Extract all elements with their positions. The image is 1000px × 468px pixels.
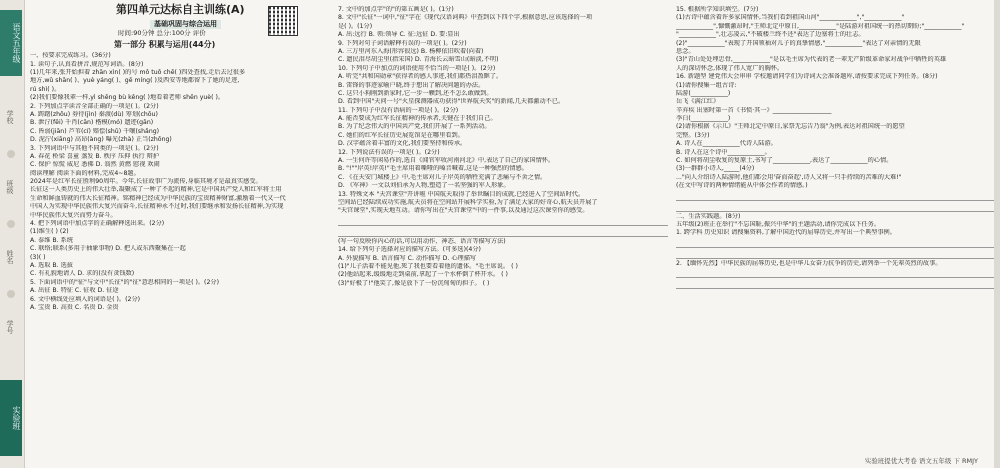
question-line: 人的深切怀念,体现了伟人宽广的胸怀。 — [676, 64, 784, 72]
question-line: 思念。 — [676, 47, 695, 55]
binding-top-tab: 语文五年级 — [0, 10, 22, 76]
question-line: A. 出征 B. 特征 C. 征收 D. 征途 — [30, 287, 119, 295]
question-line: C. 皆弱(jiān) 芦苇(cí) 赔偿(shǔ) 千嚷(shǎng) — [30, 127, 160, 135]
answer-line[interactable] — [676, 268, 994, 278]
question-line: 岳飞《满江红》 — [676, 98, 720, 106]
question-line: 生命和鲜血铸就的伟大长征精神。铭精神已经成为中华民族的宝贵精神财富,激励着一代又一代 — [30, 194, 286, 202]
question-line: (3)一群群小诗人,_____(4分) — [676, 165, 755, 173]
answer-line[interactable] — [676, 202, 994, 212]
question-line: (2)我们要像我辈一样,yì shēng bù kěng( )地看着老师 shēn yuè( )。 — [30, 94, 225, 102]
binding-hole — [7, 290, 15, 298]
question-line: A. 宝贵 B. 高贵 C. 名贵 D. 金贵 — [30, 303, 119, 311]
question-line: (2)"____________"表现了开国领袖对儿子的真挚情感,"____________"表达了对亲情的无限 — [676, 39, 921, 47]
question-line: 16. 新题型 建党伟大会串串 学校邀请同学们为诗词大会准备题库,请按要求完成下列任务。(8分) — [676, 73, 938, 81]
right-question-list — [676, 6, 994, 289]
left-question-list — [30, 52, 330, 312]
question-line: 2. 下列加点字读音全部正确的一项是( )。(2分) — [30, 102, 159, 110]
question-line: (2)他站起来,缓缓地走到桌前,拿起了一个水杯倒了杯开水。 ( ) — [338, 271, 508, 279]
question-line: 陆游(____________) — [676, 89, 731, 97]
question-line: (1)古诗中蕴含着许多家国情怀,当我们看到祖国山河"____________","____________" — [676, 14, 905, 22]
question-line: A. 选取 B. 选拔 — [30, 261, 73, 269]
question-line: A. 能否要成为红军长征精神的传承者,关键在于我们自己。 — [338, 115, 497, 123]
question-line: A. 外貌描写 B. 语言描写 C. 动作描写 D. 心理描写 — [338, 254, 477, 262]
class-label: 班级 — [6, 180, 14, 194]
page-footer: 实验班提优大考卷 语文五年级 下 RMJY — [864, 457, 978, 465]
question-line: B. 诗人在这个诗中____________。 — [676, 148, 771, 156]
question-line: 1. 读句子,认真看拼音,规范写词语。(8分) — [30, 60, 144, 68]
part-one-title: 第一部分 积累与运用(44分) — [114, 40, 216, 50]
question-line: 中国人为实现中华民族伟大复兴而奋斗,长征精神永不过时,我们要继承和发扬长征精神,为实现 — [30, 203, 284, 211]
question-line: C. 遗民泪尽胡尘里(指宋国) D. 青海长云暗雪山(暗淡,不明) — [338, 56, 499, 64]
student-id-label: 学号 — [6, 320, 14, 334]
column-left — [30, 3, 330, 312]
question-line: 12. 下列说法有误的一项是( )。(2分) — [338, 148, 440, 156]
question-line: 9. 下列对句子词语解释有误的一项是( )。(2分) — [338, 39, 467, 47]
question-line: 李白(____________) — [676, 115, 731, 123]
question-line: C. 有礼貌地请人 D. 求的(没有贪钱数) — [30, 270, 135, 278]
exam-subtitle: 基础巩固与综合运用 — [150, 20, 221, 29]
question-line: 是( )。(1分) — [338, 22, 373, 30]
question-line: D. 看到中国"天问一号"火星探测器成功获得"世界航天奖"的新闻,几天都激动不已。 — [338, 98, 565, 106]
question-line: A. 听完"共和国勋章"获得者的感人事迹,我们都热泪盈眶了。 — [338, 73, 503, 81]
question-line: B. "!""岸英!岸英!"毛主席用着嘶哑的嗓音喊着,这是一种强烈的情感。 — [338, 165, 528, 173]
question-line: 11. 下列句子中没有语病的一项是( )。(2分) — [338, 106, 459, 114]
question-line: C. 这只小狗刚到新家时,它一步一颗到,还不怎么敢做到。 — [338, 89, 493, 97]
exam-title: 第四单元达标自主训练(A) — [116, 3, 245, 16]
answer-line[interactable] — [338, 216, 668, 226]
question-line: 10. 下列句子中加点的词语使用不恰当的一项是( )。(2分) — [338, 64, 496, 72]
name-label: 姓名 — [6, 250, 14, 264]
question-line: 5. 下面词语中的"征"与文中"长征"的"征"意思相同的一项是( )。(2分) — [30, 278, 220, 286]
question-line: (1)请你搜集一组古诗: — [676, 81, 737, 89]
question-line: 15. 根据所学知识填空。(7分) — [676, 6, 759, 13]
question-line: 完整。(3分) — [676, 131, 710, 139]
binding-hole — [7, 220, 15, 228]
question-line: B. 为了纪念伟大的中国共产党,我们开展了一系列活动。 — [338, 123, 491, 131]
question-line: B. 雷锋的事迹家喻户晓,终于想出了解决问题的办法。 — [338, 81, 485, 89]
question-line: 14. 给下列句子选择对应的描写方法。(可多选)(4分) — [338, 246, 481, 254]
question-line: C. 保护 惊慌 威尼 悉佛 D. 翁然 黄燃 慰视 欢闹 — [30, 161, 160, 169]
question-line: (2)请你根据《示儿》"王师北定中原日,家祭无忘告乃翁"为例,表达对祖国统一的愿望 — [676, 123, 905, 131]
question-line: "天宫课堂",实现天地互动。请你写出在"天宫课堂"中的一件事,以及通过这次课堂你的感受。 — [338, 207, 589, 215]
question-line: 中华民族伟大复兴而努力奋斗。 — [30, 211, 117, 219]
question-line: ____________",慷慨激昂时,"王师北定中原日,____________"是陆游对祖国统一的热切期盼;"____________" — [676, 22, 965, 30]
question-line: D. 泥泞(xiāng) 高昂(àng) 曝光(zhà) 正当(zhōng) — [30, 136, 172, 144]
question-line: A. 一生何许等闲易作的,选自《闻官军收河南河北》中,表达了自己的家国情怀。 — [338, 157, 555, 165]
question-line: 2. 【缅怀先烈】中华民族的屈辱历史,也是中华儿女奋力抗争的历史,请列举一个先辈英烈的故事。 — [676, 259, 942, 267]
question-line: 8. 文中"长征"一词中,"征"字在《现代汉语词典》中查到以下四个字,根据意思,应该选择的一项 — [338, 14, 593, 22]
question-line: (3)"好极了!"他笑了,像是放下了一份沉甸甸的担子。 ( ) — [338, 279, 490, 287]
question-line: 阅读理解 阅读下面的材料,完成4~8题。 — [30, 169, 140, 177]
question-line: D. 《军神》一文以刘伯承为人物,塑造了一名坚强的军人形象。 — [338, 182, 510, 190]
middle-question-list — [338, 6, 668, 288]
question-line: ..."向人介绍诗人陆游时,他们都会用'奋而奋起',诗人又将一只手持续的苦难的大难!" — [676, 173, 902, 181]
question-line: C. 联络;联系(多用于抽象事物) D. 把人或东西聚集在一起 — [30, 245, 186, 253]
question-line: (1)"儿子活着不能见他,死了我也要看着他的遗体。"毛主席说。 ( ) — [338, 262, 518, 270]
page-edge — [994, 0, 1000, 468]
column-middle — [338, 6, 668, 288]
question-line: 13. 特殊文本 "天宫课堂"开讲啦 中国航天取得了举世瞩目的成就,已经进入了空间站时代。 — [338, 190, 585, 198]
question-line: A. 春花 桥梁 喜童 蒸发 B. 秩序 压抑 执行 辩护 — [30, 152, 160, 160]
question-line: C. 如何将胡尘收复的复原土,书写了____________,表达了____________的心情。 — [676, 157, 893, 165]
question-line: A. 踌躇(zhōu) 券待(jìn) 秦渡(dù) 筹划(chōu) — [30, 110, 158, 118]
question-line: 4. 把下列词语中加点字的正确解释选出来。(2分) — [30, 220, 165, 228]
question-line: (3)"青山处处埋忠骨,____________"是以毛主席为代表的老一辈无产阶级革命家对战争中牺牲的英雄 — [676, 56, 947, 64]
column-right — [676, 6, 994, 290]
question-line: (3)( ) — [30, 253, 46, 261]
binding-hole — [7, 150, 15, 158]
question-line: 一、按要求完成练习。(36分) — [30, 52, 111, 60]
question-line: "____________",壮志凌云,"不破楼兰终不还"表达了边塞将士的壮志。 — [676, 31, 865, 39]
answer-line[interactable] — [338, 227, 668, 237]
answer-line[interactable] — [676, 279, 994, 289]
question-line: 五年级(2)班正在举行"不忘国耻,振兴中华"的主题活动,请你完成以下任务。 — [676, 220, 881, 228]
question-line: (1)维生( ) (2) — [30, 228, 69, 236]
question-line: 地方,wǔ shān( )、yuè yáng( )、gē míng( )及西安等地都留下了她的足迹, — [30, 77, 240, 85]
question-line: A. 诗人在____________代诗人陆游。 — [676, 140, 777, 148]
school-label: 学校 — [6, 110, 14, 124]
question-line: 二、生活实践题。(8分) — [676, 212, 741, 220]
question-line: 空间站已经陆续成功实施,航天员将在空间站开展科学实验,为了满足大家的好奇心,航天员开展了 — [338, 198, 598, 206]
answer-line[interactable] — [676, 238, 994, 248]
binding-strip — [0, 0, 25, 468]
question-line: rú shì( )。 — [30, 85, 61, 93]
question-line: C. 《在天安门城楼上》中,毛主席对儿子岸英的牺牲充满了悲痛与不舍之情。 — [338, 173, 547, 181]
question-line: (写一句反映你内心的话,可以用动作、神态、语言等描写方法) — [338, 237, 506, 245]
question-line: D. 汉字蕴含着丰富的文化,我们要坚持和传承。 — [338, 140, 467, 148]
question-line: A. 三万里河东入海(形容很远) B. 杨柳依旧吹着(向着) — [338, 47, 484, 55]
answer-line[interactable] — [676, 191, 994, 201]
question-line: (在文中写诗的两种情绪能从中体会作者的情感。) — [676, 182, 808, 190]
question-line: (1)几年来,张开始担着 zhān xìn( )的号 mǒ tuō chē( )四处查找,走后去过很多 — [30, 68, 246, 76]
question-line: A. 出:远行 B. 领:领导 C. 征:远征 D. 要:显出 — [338, 31, 460, 39]
answer-line[interactable] — [676, 249, 994, 259]
question-line: 长征这一人类历史上的伟大壮举,凝聚成了一种了不起的精神,它是中国共产党人和红军将士用 — [30, 186, 282, 194]
question-line: B. 泄泞(fěi) 千肖(cān) 楷模(mó) 遗迹(gān) — [30, 119, 154, 127]
question-line: 2024年是红军长征胜利90周年。今年,长征故事广为流传,身临其境才是最真实感受。 — [30, 178, 262, 186]
question-line: 6. 文中横线处应填入的词语是( )。(2分) — [30, 295, 141, 303]
question-line: 辛弃疾 出塞时第一首《书愤·其一》___________________ — [676, 106, 832, 114]
binding-bottom-tab: 实验班 — [0, 380, 22, 456]
question-line: 1. 跨学科 历史知识 请搜集资料,了解中国近代的屈辱历史,并写出一个典型事例。 — [676, 229, 896, 237]
question-line: 7. 文中的加点字"的"的第五画是( )。(1分) — [338, 6, 454, 13]
question-line: C. 她们的红军长征历史展览馆是在哪里看到。 — [338, 131, 464, 139]
exam-meta: 时间:90分钟 总分:100分 评价 — [118, 29, 206, 38]
question-line: 3. 下列词语中与其他不同类的一项是( )。(2分) — [30, 144, 159, 152]
question-line: A. 泰维 B. 系统 — [30, 236, 73, 244]
